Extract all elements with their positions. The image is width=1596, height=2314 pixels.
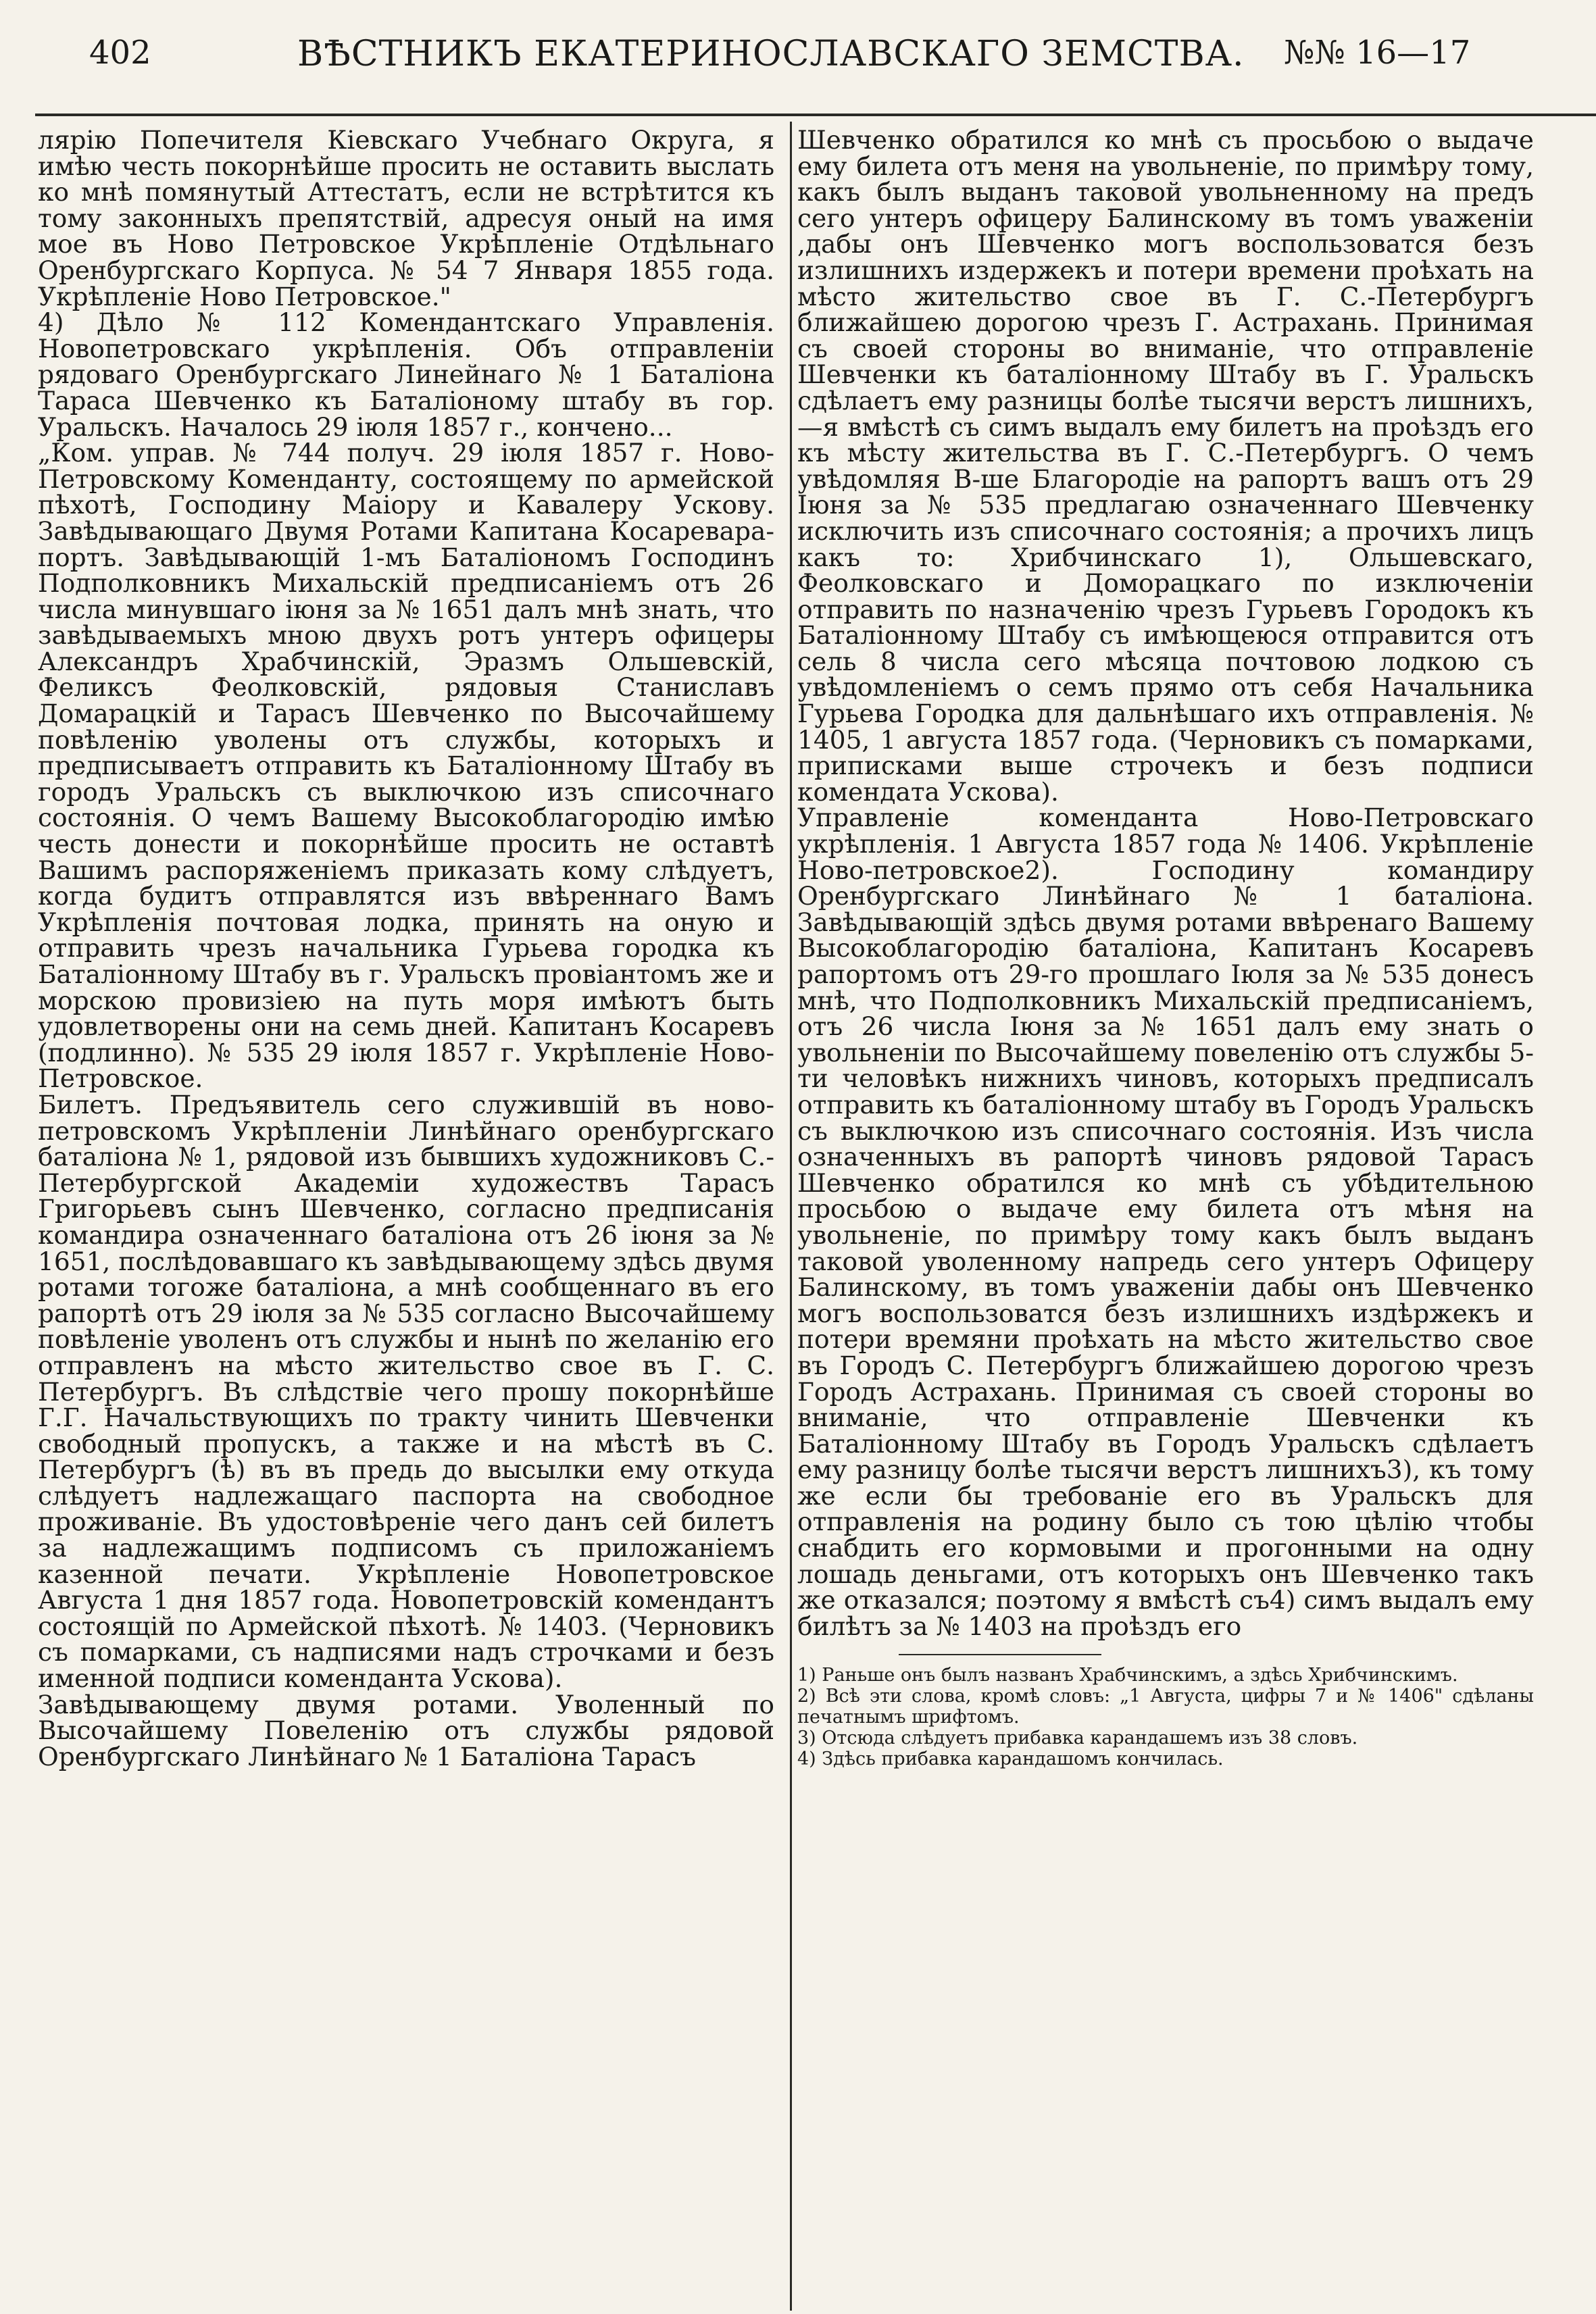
column-divider — [790, 122, 792, 2311]
journal-title: ВѢСТНИКЪ ЕКАТЕРИНОСЛАВСКАГО ЗЕМСТВА. — [297, 34, 1245, 74]
left-column — [38, 127, 774, 1769]
paragraph: „Ком. управ. № 744 получ. 29 iюля 1857 г. Ново-Петровскому Коменданту, состоящему по армейской пѣхотѣ, Господину Маiору и Кавалеру Ускову. Завѣдывающаго Двумя Ротами Капитана Косареварапортъ. Завѣдывающiй 1-мъ Баталiономъ Господинъ Подполковникъ Михальскiй предписанiемъ отъ 26 числа минувшаго iюня за № 1651 далъ мнѣ знать, что завѣдываемыхъ мною двухъ ротъ унтеръ офицеры Александръ Храбчинскiй, Эразмъ Ольшевскiй, Феликсъ Феолковскiй, рядовыя Станиславъ Домарацкiй и Тарасъ Шевченко по Высочайшему повѣленiю уволены отъ службы, которыхъ и предписываетъ отправить къ Баталiонному Штабу въ городъ Уральскъ съ выключкою изъ списочнаго состоянiя. О чемъ Вашему Высокоблагородiю имѣю честь донести и покорнѣйше просить не оставтѣ Вашимъ распоряженiемъ приказать кому слѣдуетъ, когда будитъ отправлятся изъ ввѣреннаго Вамъ Укрѣпленiя почтовая лодка, принять на оную и отправить чрезъ начальника Гурьева городка къ Баталiонному Штабу въ г. Уральскъ провiантомъ же и морскою провизiею на путь моря имѣютъ быть удовлетворены они на семь дней. Капитанъ Косаревъ (подлинно). № 535 29 iюля 1857 г. Укрѣпленiе Ново-Петровское. — [38, 438, 774, 1094]
right-column — [797, 127, 1534, 1769]
footnote: 1) Раньше онъ былъ названъ Храбчинскимъ, а здѣсь Хрибчинскимъ. — [797, 1665, 1458, 1686]
paragraph: лярiю Попечителя Кiевскаго Учебнаго Округа, я имѣю честь покорнѣйше просить не оставить выслать ко мнѣ помянутый Аттестатъ, если не встрѣтится къ тому законныхъ препятствiй, адресуя оный на имя мое въ Ново Петровское Укрѣпленiе Отдѣльнаго Оренбургскаго Корпуса. № 54 7 Января 1855 года. Укрѣпленiе Ново Петровское." — [38, 125, 774, 311]
page-number: 402 — [89, 34, 151, 72]
page-header — [0, 27, 1596, 88]
paragraph: Управленiе коменданта Ново-Петровскаго укрѣпленiя. 1 Августа 1857 года № 1406. Укрѣпленiе Ново-петровское2). Господину командиру Оренбургскаго Линѣйнаго № 1 баталiона. Завѣдывающiй здѣсь двумя ротами ввѣренаго Вашему Высокоблагородiю баталiона, Капитанъ Косаревъ рапортомъ отъ 29-го прошлаго Iюля за № 535 донесъ мнѣ, что Подполковникъ Михальскiй предписанiемъ, отъ 26 числа Iюня за № 1651 далъ ему знать о увольненiи по Высочайшему повеленiю отъ службы 5-ти человѣкъ нижнихъ чиновъ, которыхъ предписалъ отправить къ баталiонному штабу въ Городъ Уральскъ съ выключкою изъ списочнаго состоянiя. Изъ числа означенныхъ въ рапортѣ чиновъ рядовой Тарасъ Шевченко обратился ко мнѣ съ убѣдительною просьбою о выдаче ему билета отъ мѣня на увольненiе, по примѣру тому какъ былъ выданъ таковой уволенному напредь сего унтеръ Офицеру Балинскому, въ томъ уваженiи дабы онъ Шевченко могъ воспользоватся безъ излишнихъ издѣржекъ и потери времяни проѣхать на мѣсто жительство свое въ Городъ С. Петербургъ ближайшею дорогою чрезъ Городъ Астрахань. Принимая съ своей стороны во вниманiе, что отправленiе Шевченки къ Баталiонному Штабу въ Городъ Уральскъ сдѣлаетъ ему разницу болѣе тысячи верстъ лишнихъ3), къ тому же если бы требованiе его въ Уральскъ для отправленiя на родину было съ тою цѣлiю чтобы снабдить его кормовыми и прогонными на одну лошадь деньгами, отъ которыхъ онъ Шевченко такъ же отказался; поэтому я вмѣстѣ съ4) симъ выдалъ ему билѣтъ за № 1403 на проѣздъ его — [797, 803, 1534, 1641]
paragraph: Завѣдывающему двумя ротами. Уволенный по Высочайшему Повеленiю отъ службы рядовой Оренбургскаго Линѣйнаго № 1 Баталiона Тарасъ — [38, 1689, 774, 1771]
paragraph: 4) Дѣло № 112 Комендантскаго Управленiя. Новопетровскаго укрѣпленiя. Объ отправленiи рядоваго Оренбургскаго Линейнаго № 1 Баталiона Тараса Шевченко къ Баталiоному штабу въ гор. Уральскъ. Началось 29 iюля 1857 г., кончено... — [38, 307, 774, 442]
issue-number: №№ 16—17 — [1284, 34, 1471, 72]
footnote: 4) Здѣсь прибавка карандашомъ кончилась. — [797, 1749, 1224, 1770]
footnote: 3) Отсюда слѣдуетъ прибавка карандашемъ изъ 38 словъ. — [797, 1728, 1358, 1749]
footnote-rule — [899, 1654, 1101, 1655]
paragraph: Шевченко обратился ко мнѣ съ просьбою о выдаче ему билета отъ меня на увольненiе, по примѣру тому, какъ былъ выданъ таковой увольненному на предъ сего унтеръ офицеру Балинскому въ томъ уваженiи ,дабы онъ Шевченко могъ воспользоватся безъ излишнихъ издержекъ и потери времени проѣхать на мѣсто жительство свое въ Г. С.-Петербургъ ближайшею дорогою чрезъ Г. Астрахань. Принимая съ своей стороны во вниманiе, что отправленiе Шевченки къ баталiонному Штабу въ Г. Уральскъ сдѣлаетъ ему разницы болѣе тысячи верстъ лишнихъ,—я вмѣстѣ съ симъ выдалъ ему билетъ на проѣздъ его къ мѣсту жительства въ Г. С.-Петербургъ. О чемъ увѣдомляя В-ше Благородiе на рапортъ вашъ отъ 29 Iюня за № 535 предлагаю означеннаго Шевченку исключить изъ списочнаго состоянiя; а прочихъ лицъ какъ то: Хрибчинскаго 1), Ольшевскаго, Феолковскаго и Доморацкаго по изключенiи отправить по назначенiю чрезъ Гурьевъ Городокъ къ Баталiонному Штабу съ имѣющеюся отправится отъ сель 8 числа сего мѣсяца почтовою лодкою съ увѣдомленiемъ о семъ прямо отъ себя Начальника Гурьева Городка для дальнѣшаго ихъ отправленiя. № 1405, 1 августа 1857 года. (Черновикъ съ помарками, приписками выше строчекъ и безъ подписи комендата Ускова). — [797, 125, 1534, 807]
paragraph: Билетъ. Предъявитель сего служившiй въ ново-петровскомъ Укрѣпленiи Линѣйнаго оренбургскаго баталiона № 1, рядовой изъ бывшихъ художниковъ С.-Петербургской Академiи художествъ Тарасъ Григорьевъ сынъ Шевченко, согласно предписанiя командира означеннаго баталiона отъ 26 iюня за № 1651, послѣдовавшаго къ завѣдывающему здѣсь двумя ротами тогоже баталiона, а мнѣ сообщеннаго въ его рапортѣ отъ 29 iюля за № 535 согласно Высочайшему повѣленiе уволенъ отъ службы и нынѣ по желанiю его отправленъ на мѣсто жительство свое въ Г. С. Петербургъ. Въ слѣдствiе чего прошу покорнѣйше Г.Г. Начальствующихъ по тракту чинить Шевченки свободный пропускъ, а также и на мѣстѣ въ С. Петербургъ (ѣ) въ въ предь до высылки ему откуда слѣдуетъ надлежащаго паспорта на свободное проживанiе. Въ удостовѣренiе чего данъ сей билетъ за надлежащимъ подписомъ съ приложанiемъ казенной печати. Укрѣпленiе Новопетровское Августа 1 дня 1857 года. Новопетровскiй комендантъ состоящiй по Армейской пѣхотѣ. № 1403. (Черновикъ съ помарками, съ надписями надъ строчками и безъ именной подписи коменданта Ускова). — [38, 1089, 774, 1694]
header-rule — [35, 114, 1596, 116]
footnote: 2) Всѣ эти слова, кромѣ словъ: „1 Августа, цифры 7 и № 1406" сдѣланы печатнымъ шрифтомъ. — [797, 1686, 1534, 1728]
